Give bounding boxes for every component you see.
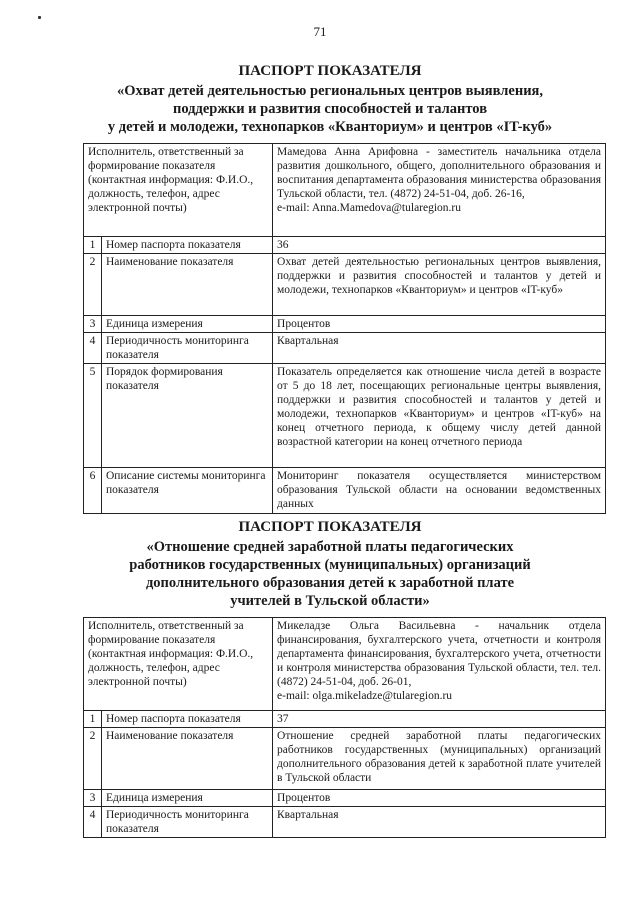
row-value: 37 (273, 711, 606, 728)
row-number: 1 (84, 237, 102, 254)
executor-text: Микеладзе Ольга Васильевна - начальник отдела финансирования, бухгалтерского учета, отчетности и контроля департамента финансирования, бухгалтерского учета, отчетности и контроля министерства образования Тульской области, тел. тел. (4872) 24-51-04, доб. 26-01, (277, 620, 602, 688)
row-value: Процентов (273, 790, 606, 807)
executor-email: e-mail: olga.mikeladze@tularegion.ru (277, 690, 453, 702)
row-number: 3 (84, 316, 102, 333)
row-label: Наименование показателя (102, 254, 273, 316)
row-number: 4 (84, 807, 102, 838)
executor-text: Мамедова Анна Арифовна - заместитель начальника отдела развития дошкольного, общего, дополнительного образования и воспитания департамента образования министерства образования Тульской области, тел. (4872) 24-51-04, доб. 26-16, (277, 146, 602, 200)
row-number: 2 (84, 728, 102, 790)
row-label: Единица измерения (102, 316, 273, 333)
table-row (84, 333, 606, 364)
table-row (84, 254, 606, 316)
row-value: Охват детей деятельностью региональных центров выявления, поддержки и развития способностей и талантов у детей и молодежи, технопарков «Кванториум» и центров «IT-куб» (273, 254, 606, 316)
table-row (84, 237, 606, 254)
passport-2-subtitle-line: учителей в Тульской области» (230, 593, 430, 609)
executor-email: e-mail: Anna.Mamedova@tularegion.ru (277, 202, 462, 214)
row-value: 36 (273, 237, 606, 254)
row-number: 5 (84, 364, 102, 468)
passport-2-table (83, 617, 606, 838)
executor-value (273, 144, 606, 237)
row-label: Периодичность мониторинга показателя (102, 807, 273, 838)
row-value: Квартальная (273, 333, 606, 364)
passport-2-subtitle-line: «Отношение средней заработной платы педагогических (146, 539, 514, 555)
table-row (84, 728, 606, 790)
table-row (84, 144, 606, 237)
row-label: Номер паспорта показателя (102, 237, 273, 254)
table-row (84, 364, 606, 468)
passport-2-subtitle-line: дополнительного образования детей к заработной плате (145, 575, 515, 591)
row-value: Квартальная (273, 807, 606, 838)
row-number: 3 (84, 790, 102, 807)
row-number: 2 (84, 254, 102, 316)
row-number: 4 (84, 333, 102, 364)
passport-1-subtitle-line: «Охват детей деятельностью региональных центров выявления, (116, 83, 544, 99)
table-row (84, 807, 606, 838)
row-value: Процентов (273, 316, 606, 333)
page-number: 71 (313, 24, 327, 39)
row-value: Отношение средней заработной платы педагогических работников государственных (муниципальных) организаций дополнительного образования детей к заработной плате учителей в Тульской области (273, 728, 606, 790)
row-label: Периодичность мониторинга показателя (102, 333, 273, 364)
passport-1-subtitle-line: у детей и молодежи, технопарков «Кванториум» и центров «IT-куб» (107, 119, 553, 135)
passport-1-title: ПАСПОРТ ПОКАЗАТЕЛЯ (238, 63, 422, 79)
executor-label: Исполнитель, ответственный за формирование показателя (контактная информация: Ф.И.О., должность, телефон, адрес электронной почты) (84, 144, 273, 237)
row-value: Мониторинг показателя осуществляется министерством образования Тульской области на основании ведомственных данных (273, 468, 606, 514)
executor-label: Исполнитель, ответственный за формирование показателя (контактная информация: Ф.И.О., должность, телефон, адрес электронной почты) (84, 618, 273, 711)
table-row (84, 316, 606, 333)
table-row (84, 468, 606, 514)
row-label: Единица измерения (102, 790, 273, 807)
row-label: Номер паспорта показателя (102, 711, 273, 728)
passport-2-title: ПАСПОРТ ПОКАЗАТЕЛЯ (238, 519, 422, 535)
row-label: Описание системы мониторинга показателя (102, 468, 273, 514)
passport-2-heading (60, 518, 600, 610)
row-number: 6 (84, 468, 102, 514)
passport-2-subtitle-line: работников государственных (муниципальных) организаций (129, 557, 531, 573)
table-row (84, 711, 606, 728)
passport-1-heading (60, 62, 600, 136)
row-number: 1 (84, 711, 102, 728)
table-row (84, 790, 606, 807)
row-label: Наименование показателя (102, 728, 273, 790)
executor-value (273, 618, 606, 711)
row-label: Порядок формирования показателя (102, 364, 273, 468)
table-row (84, 618, 606, 711)
scan-mark (38, 16, 41, 19)
row-value: Показатель определяется как отношение числа детей в возрасте от 5 до 18 лет, посещающих региональные центры выявления, поддержки и развития способностей и талантов у детей и молодежи, технопарков «Кванториум» и центров «IT-куб» на конец отчетного периода, к общему числу детей данной возрастной категории на конец отчетного периода (273, 364, 606, 468)
passport-1-subtitle-line: поддержки и развития способностей и талантов (172, 101, 488, 117)
passport-1-table (83, 143, 606, 514)
